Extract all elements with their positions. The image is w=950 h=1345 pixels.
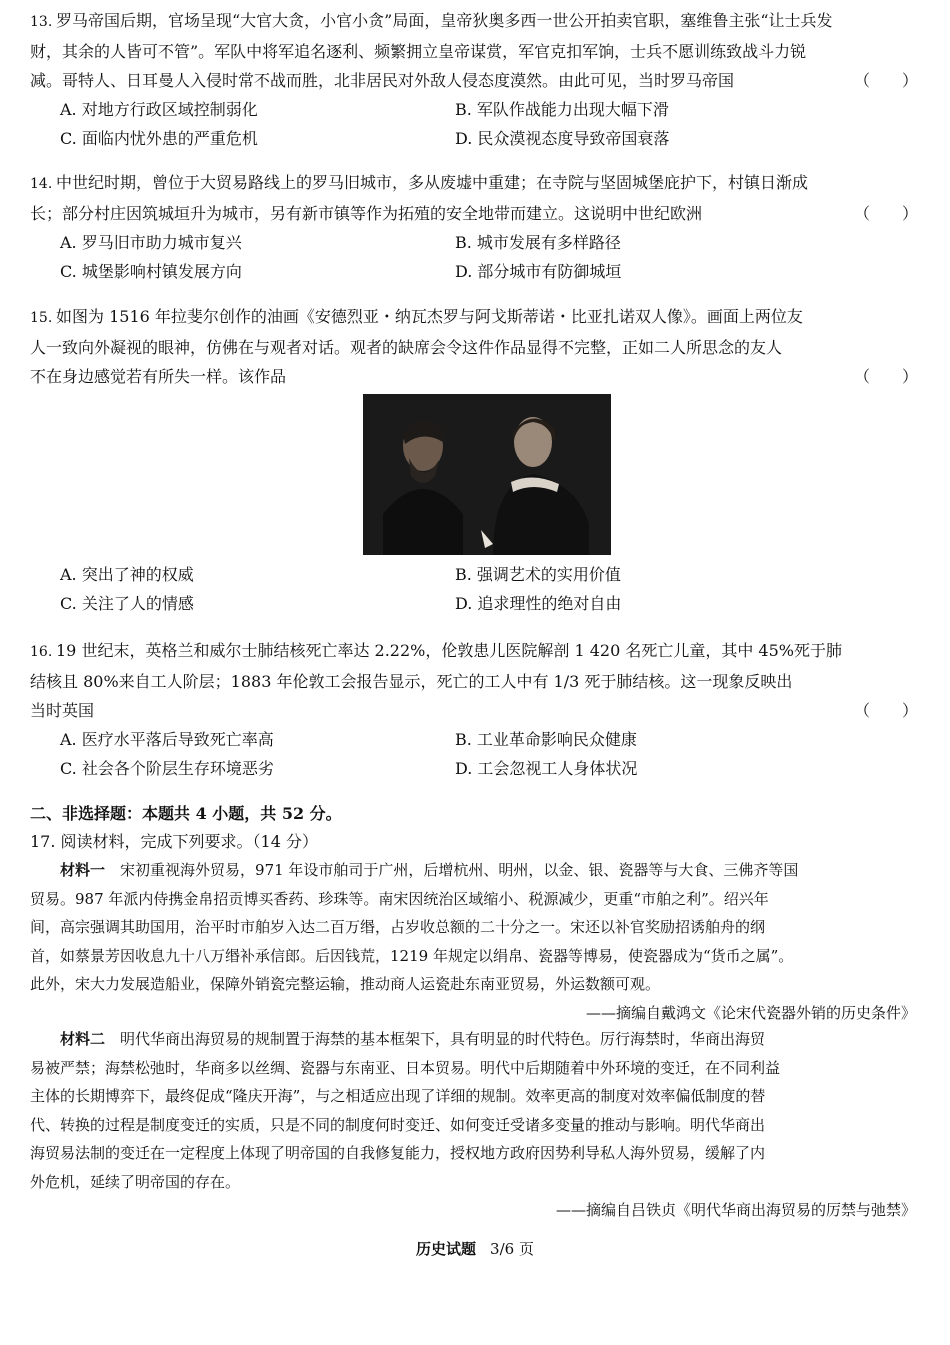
option-b: B. 工业革命影响民众健康 [455,730,637,749]
material-line: 外危机，延续了明帝国的存在。 [30,1172,241,1191]
material-one [30,856,916,1027]
question-number: 15. [30,310,53,326]
option-d: D. 追求理性的绝对自由 [455,594,622,613]
options [30,725,920,783]
question-stem [30,6,920,95]
double-portrait-illustration [363,394,611,555]
option-d: D. 民众漠视态度导致帝国衰落 [455,129,670,148]
material-line: 代、转换的过程是制度变迁的实质，只是不同的制度何时变迁、如何变迁受诸多变量的推动与影响。明代华商出 [30,1115,766,1134]
stem-line: 中世纪时期，曾位于大贸易路线上的罗马旧城市，多从废墟中重建；在寺院与坚固城堡庇护下，村镇日渐成 [56,173,809,192]
stem-line: 不在身边感觉若有所失一样。该作品 [30,367,287,386]
stem-line: 减。哥特人、日耳曼人入侵时常不战而胜，北非居民对外敌人侵态度漠然。由此可见，当时罗马帝国 [30,71,735,90]
material-line: 宋初重视海外贸易，971 年设市舶司于广州，后增杭州、明州，以金、银、瓷器等与大食、三佛齐等国 [120,861,799,879]
option-b: B. 城市发展有多样路径 [455,233,621,252]
answer-parentheses: （ ） [853,204,918,223]
material-label: 材料二 [60,1030,106,1048]
material-line: 贸易。987 年派内侍携金帛招贡博买香药、珍珠等。南宋因统治区域缩小、税源减少，更重“市舶之利”。绍兴年 [30,889,769,908]
options [30,95,920,153]
material-two [30,1025,916,1225]
option-b: B. 军队作战能力出现大幅下滑 [455,100,669,119]
question-stem [30,636,920,725]
answer-parentheses: （ ） [853,71,918,90]
options [30,228,920,286]
material-line: 首，如蔡景芳因收息九十八万缗补承信郎。后因钱荒，1219 年规定以绢帛、瓷器等博易，使瓷器成为“货币之属”。 [30,946,794,965]
question-15-options [30,560,920,618]
stem-line: 人一致向外凝视的眼神，仿佛在与观者对话。观者的缺席会令这件作品显得不完整，正如二人所思念的友人 [30,338,783,357]
citation: ——摘编自吕铁贞《明代华商出海贸易的厉禁与弛禁》 [555,1201,916,1219]
stem-line: 当时英国 [30,701,95,720]
material-line: 此外，宋大力发展造船业，保障外销瓷完整运输，推动商人运瓷赴东南亚贸易，外运数额可观。 [30,975,661,993]
page-footer [0,1238,950,1259]
option-d: D. 部分城市有防御城垣 [455,262,622,281]
option-a: A. 罗马旧市助力城市复兴 [60,233,242,252]
option-c: C. 城堡影响村镇发展方向 [60,262,242,281]
question-16 [30,636,920,783]
stem-line: 长；部分村庄因筑城垣升为城市，另有新市镇等作为拓殖的安全地带而建立。这说明中世纪欧洲 [30,204,703,223]
question-15 [30,302,920,391]
option-a: A. 医疗水平落后导致死亡率高 [60,730,274,749]
question-stem [30,168,920,228]
option-c: C. 面临内忧外患的严重危机 [60,129,258,148]
answer-parentheses: （ ） [853,701,918,720]
stem-line: 如图为 1516 年拉斐尔创作的油画《安德烈亚・纳瓦杰罗与阿戈斯蒂诺・比亚扎诺双人像》。画面上两位友 [56,307,803,326]
citation: ——摘编自戴鸿文《论宋代瓷器外销的历史条件》 [585,1003,916,1022]
option-a: A. 突出了神的权威 [60,565,194,584]
material-line: 易被严禁；海禁松弛时，华商多以丝绸、瓷器与东南亚、日本贸易。明代中后期随着中外环境的变迁，在不同利益 [30,1058,781,1077]
question-number: 16. [30,644,53,660]
option-c: C. 关注了人的情感 [60,594,194,613]
answer-parentheses: （ ） [853,367,918,386]
stem-line: 19 世纪末，英格兰和威尔士肺结核死亡率达 2.22%，伦敦患儿医院解剖 1 420 名死亡儿童，其中 45%死于肺 [56,641,842,660]
material-line: 海贸易法制的变迁在一定程度上体现了明帝国的自我修复能力，授权地方政府因势利导私人海外贸易，缓解了内 [30,1144,766,1162]
stem-line: 财，其余的人皆可不管”。军队中将军追名逐利、频繁拥立皇帝谋赏，军官克扣军饷，士兵不愿训练致战斗力锐 [30,42,807,61]
question-number: 13. [30,14,53,30]
material-line: 主体的长期博弈下，最终促成“隆庆开海”，与之相适应出现了详细的规制。效率更高的制度对效率偏低制度的替 [30,1087,766,1105]
option-a: A. 对地方行政区域控制弱化 [60,100,258,119]
material-label: 材料一 [60,861,106,879]
material-line: 间，高宗强调其助国用，治平时市舶岁入达二百万缗，占岁收总额的二十分之一。宋还以补官奖励招诱舶舟的纲 [30,918,766,936]
material-line: 明代华商出海贸易的规制置于海禁的基本框架下，具有明显的时代特色。厉行海禁时，华商出海贸 [120,1030,766,1048]
footer-page-number: 3/6 页 [490,1240,534,1258]
question-stem [30,302,920,391]
question-17-heading: 17. 阅读材料，完成下列要求。（14 分） [30,832,318,851]
option-b: B. 强调艺术的实用价值 [455,565,621,584]
question-14 [30,168,920,286]
question-number: 14. [30,176,53,192]
stem-line: 罗马帝国后期，官场呈现“大官大贪，小官小贪”局面，皇帝狄奥多西一世公开拍卖官职，塞维鲁主张“让士兵发 [56,11,833,30]
option-c: C. 社会各个阶层生存环境恶劣 [60,759,274,778]
section-heading: 二、非选择题：本题共 4 小题，共 52 分。 [30,804,342,823]
footer-subject: 历史试题 [416,1240,477,1258]
question-13 [30,6,920,153]
stem-line: 结核且 80%来自工人阶层；1883 年伦敦工会报告显示，死亡的工人中有 1/3 死于肺结核。这一现象反映出 [30,672,793,691]
painting-image [363,394,611,555]
options [30,560,920,618]
option-d: D. 工会忽视工人身体状况 [455,759,638,778]
